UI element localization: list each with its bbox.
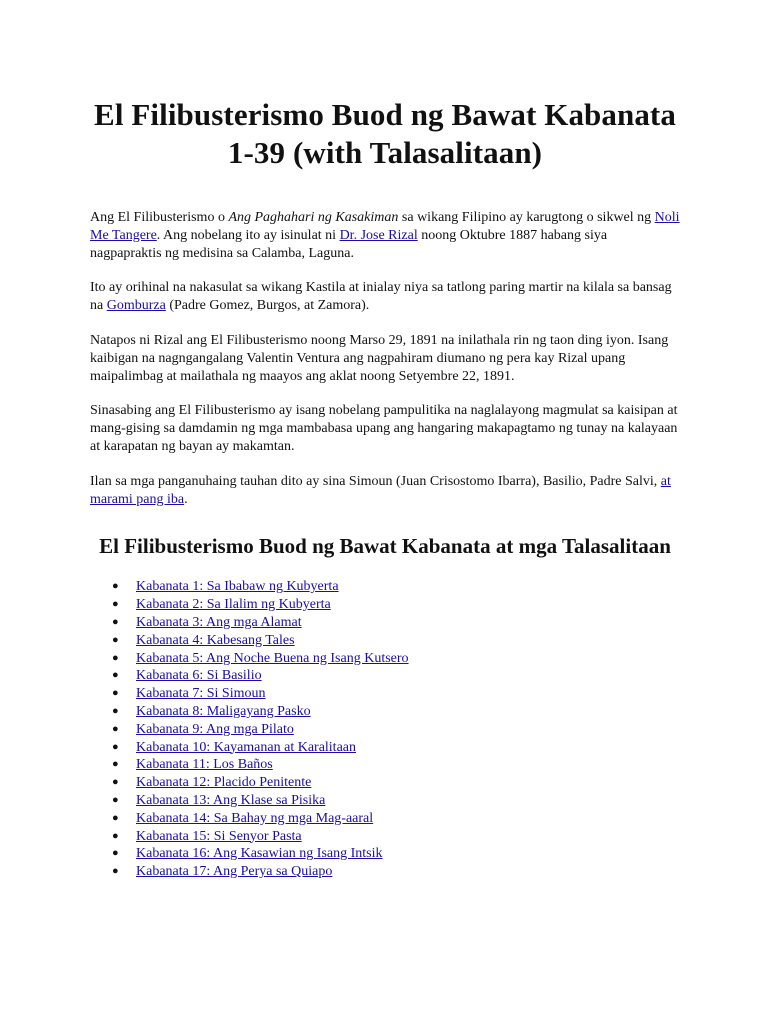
chapter-list-item	[112, 667, 680, 685]
bullet-icon: ●	[112, 687, 119, 700]
bullet-icon: ●	[112, 811, 119, 824]
intro-paragraph-1	[90, 209, 680, 262]
bullet-icon: ●	[112, 651, 119, 664]
chapter-list-item	[112, 774, 680, 792]
chapter-list	[90, 578, 680, 881]
bullet-icon: ●	[112, 704, 119, 717]
chapter-list-item	[112, 614, 680, 632]
intro-paragraph-5	[90, 473, 680, 509]
gomburza-link[interactable]: Gomburza	[106, 298, 166, 314]
paragraph-text: Ilan sa mga panganuhaing tauhan dito ay sina Simoun (Juan Crisostomo Ibarra), Basilio, Padre Salvi,	[90, 473, 661, 489]
chapter-list-item	[112, 596, 680, 614]
bullet-icon: ●	[112, 740, 119, 753]
bullet-icon: ●	[112, 580, 119, 593]
chapter-list-item	[112, 863, 680, 881]
chapter-list-item	[112, 632, 680, 650]
chapter-link-14[interactable]: Kabanata 14: Sa Bahay ng mga Mag-aaral	[136, 810, 374, 826]
chapter-list-item	[112, 650, 680, 668]
bullet-icon: ●	[112, 615, 119, 628]
emphasized-title: Ang Paghahari ng Kasakiman	[228, 210, 399, 225]
chapter-link-3[interactable]: Kabanata 3: Ang mga Alamat	[136, 614, 302, 630]
paragraph-text: noong Oktubre 1887 habang siya nagpapraktis ng medisina sa Calamba, Laguna.	[90, 227, 608, 261]
bullet-icon: ●	[112, 865, 119, 878]
paragraph-text: Natapos ni Rizal ang El Filibusterismo noong Marso 29, 1891 na inilathala rin ng taon ding iyon. Isang kaibigan na nagngangalang Valentin Ventura ang nagpahiram diumano ng pera kay Rizal upang maipalimbag at mailathala ng maayos ang aklat noong Setyembre 22, 1891.	[90, 332, 669, 384]
chapter-link-9[interactable]: Kabanata 9: Ang mga Pilato	[136, 721, 294, 737]
chapter-link-7[interactable]: Kabanata 7: Si Simoun	[136, 686, 266, 702]
chapter-list-item	[112, 578, 680, 596]
chapter-list-item	[112, 792, 680, 810]
chapter-list-item	[112, 756, 680, 774]
intro-content	[90, 209, 680, 508]
bullet-icon: ●	[112, 722, 119, 735]
section-heading: El Filibusterismo Buod ng Bawat Kabanata at mga Talasalitaan	[99, 534, 671, 559]
paragraph-text: Ito ay orihinal na nakasulat sa wikang Kastila at inialay niya sa tatlong paring martir na kilala sa bansag na	[90, 280, 672, 314]
bullet-icon: ●	[112, 847, 119, 860]
chapter-link-15[interactable]: Kabanata 15: Si Senyor Pasta	[136, 828, 302, 844]
bullet-icon: ●	[112, 633, 119, 646]
paragraph-text: (Padre Gomez, Burgos, at Zamora).	[165, 298, 370, 314]
intro-paragraph-4	[90, 402, 680, 455]
paragraph-text: . Ang nobelang ito ay isinulat ni	[156, 227, 340, 243]
chapter-link-4[interactable]: Kabanata 4: Kabesang Tales	[136, 632, 295, 648]
chapter-list-item	[112, 828, 680, 846]
chapter-link-6[interactable]: Kabanata 6: Si Basilio	[136, 668, 262, 684]
chapter-link-17[interactable]: Kabanata 17: Ang Perya sa Quiapo	[136, 864, 333, 880]
bullet-icon: ●	[112, 793, 119, 806]
bullet-icon: ●	[112, 758, 119, 771]
paragraph-text: Sinasabing ang El Filibusterismo ay isang nobelang pampulitika na naglalayong magmulat sa kaisipan at mang-gising sa damdamin ng mga mambabasa upang ang hangaring makapagtamo ng tunay na kalayaan at karapatan ng bayan ay makamtan.	[90, 403, 678, 454]
jose-rizal-link[interactable]: Dr. Jose Rizal	[339, 227, 418, 243]
chapter-list-item	[112, 703, 680, 721]
chapter-list-item	[112, 845, 680, 863]
noli-me-tangere-link[interactable]: Noli Me Tangere	[90, 210, 680, 243]
bullet-icon: ●	[112, 829, 119, 842]
chapter-link-10[interactable]: Kabanata 10: Kayamanan at Karalitaan	[136, 739, 357, 755]
chapter-link-1[interactable]: Kabanata 1: Sa Ibabaw ng Kubyerta	[136, 579, 339, 595]
bullet-icon: ●	[112, 776, 119, 789]
chapter-list-item	[112, 685, 680, 703]
chapter-list-item	[112, 721, 680, 739]
page-title: El Filibusterismo Buod ng Bawat Kabanata 1-39 (with Talasalitaan)	[94, 97, 676, 170]
bullet-icon: ●	[112, 598, 119, 611]
chapter-link-13[interactable]: Kabanata 13: Ang Klase sa Pisika	[136, 792, 326, 808]
chapter-link-12[interactable]: Kabanata 12: Placido Penitente	[136, 775, 312, 791]
marami-pang-iba-link[interactable]: at marami pang iba	[90, 473, 671, 507]
chapter-list-item	[112, 739, 680, 757]
chapter-link-16[interactable]: Kabanata 16: Ang Kasawian ng Isang Intsik	[136, 846, 383, 862]
chapter-link-2[interactable]: Kabanata 2: Sa Ilalim ng Kubyerta	[136, 597, 331, 613]
intro-paragraph-3	[90, 332, 680, 385]
paragraph-text: sa wikang Filipino ay karugtong o sikwel ng	[398, 210, 655, 225]
chapter-list-item	[112, 810, 680, 828]
paragraph-text: Ang El Filibusterismo o	[90, 210, 229, 225]
chapter-link-11[interactable]: Kabanata 11: Los Baños	[136, 757, 273, 773]
chapter-link-8[interactable]: Kabanata 8: Maligayang Pasko	[136, 703, 311, 719]
bullet-icon: ●	[112, 669, 119, 682]
paragraph-text: .	[184, 491, 188, 507]
chapter-link-5[interactable]: Kabanata 5: Ang Noche Buena ng Isang Kutsero	[136, 650, 409, 666]
intro-paragraph-2	[90, 279, 680, 315]
